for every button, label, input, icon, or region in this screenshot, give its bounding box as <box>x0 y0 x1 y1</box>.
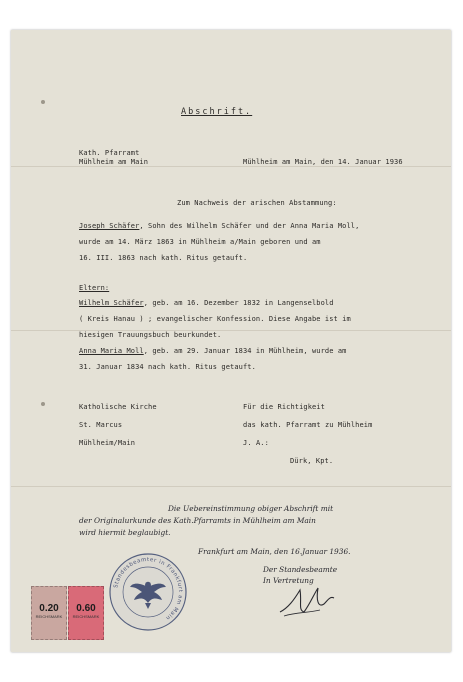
handwritten-signature <box>274 582 338 620</box>
child-name: Joseph Schäfer <box>79 222 140 230</box>
revenue-stamp-1-unit: REICHSMARK <box>35 614 63 619</box>
certification-signer-1: Der Standesbeamte <box>263 565 338 574</box>
left-signature-line-1: Katholische Kirche <box>79 403 157 411</box>
document-title: Abschrift. <box>181 107 253 117</box>
revenue-stamp-2-amount: 0.60 <box>76 603 96 614</box>
document-paper <box>11 30 451 652</box>
father-line-3: hiesigen Trauungsbuch beurkundet. <box>79 331 222 339</box>
seal-text: Standesbeamter in Frankfurt am Main <box>113 556 184 621</box>
right-signature-line-1: Für die Richtigkeit <box>243 403 325 411</box>
mother-line-1-rest: , geb. am 29. Januar 1834 in Mühlheim, wurde am <box>143 347 347 355</box>
left-signature-line-2: St. Marcus <box>79 421 123 429</box>
mother-line-1 <box>79 347 347 355</box>
child-line-2: wurde am 14. März 1863 in Mühlheim a/Main geboren und am <box>79 238 321 246</box>
father-line-1 <box>79 299 334 307</box>
revenue-stamp-2-unit: REICHSMARK <box>72 614 100 619</box>
father-line-1-rest: , geb. am 16. Dezember 1832 in Langenselbold <box>143 299 334 307</box>
punch-hole <box>41 100 45 104</box>
right-signature-line-4: Dürk, Kpt. <box>290 457 334 465</box>
certification-line-1: Die Uebereinstimmung obiger Abschrift mit <box>168 504 334 513</box>
sender-line-2: Mühlheim am Main <box>79 158 149 166</box>
revenue-stamp-1-amount: 0.20 <box>39 603 59 614</box>
official-seal-icon <box>107 551 189 633</box>
mother-name: Anna Maria Moll <box>79 347 144 355</box>
mother-line-2: 31. Januar 1834 nach kath. Ritus getauft. <box>79 363 256 371</box>
parents-heading: Eltern: <box>79 284 110 292</box>
punch-hole <box>41 402 45 406</box>
father-line-2: ( Kreis Hanau ) ; evangelischer Konfession. Diese Angabe ist im <box>79 315 351 323</box>
fold-line <box>11 330 451 331</box>
child-line-1-rest: , Sohn des Wilhelm Schäfer und der Anna Maria Moll, <box>139 222 360 230</box>
child-line-1 <box>79 222 359 230</box>
right-signature-line-3: J. A.: <box>243 439 269 447</box>
revenue-stamp-2 <box>68 586 104 640</box>
child-line-3: 16. III. 1863 nach kath. Ritus getauft. <box>79 254 248 262</box>
certification-place-date: Frankfurt am Main, den 16.Januar 1936. <box>198 547 351 556</box>
right-signature-line-2: das kath. Pfarramt zu Mühlheim <box>243 421 373 429</box>
left-signature-line-3: Mühlheim/Main <box>79 439 136 447</box>
date-line: Mühlheim am Main, den 14. Januar 1936 <box>243 158 403 166</box>
certification-signer-2: In Vertretung <box>263 576 314 585</box>
certification-line-3: wird hiermit beglaubigt. <box>79 528 171 537</box>
intro-line: Zum Nachweis der arischen Abstammung: <box>177 199 337 207</box>
sender-line-1: Kath. Pfarramt <box>79 149 140 157</box>
fold-line <box>11 166 451 167</box>
father-name: Wilhelm Schäfer <box>79 299 144 307</box>
fold-line <box>11 486 451 487</box>
certification-line-2: der Originalurkunde des Kath.Pfarramts in Mühlheim am Main <box>79 516 316 525</box>
revenue-stamp-1 <box>31 586 67 640</box>
